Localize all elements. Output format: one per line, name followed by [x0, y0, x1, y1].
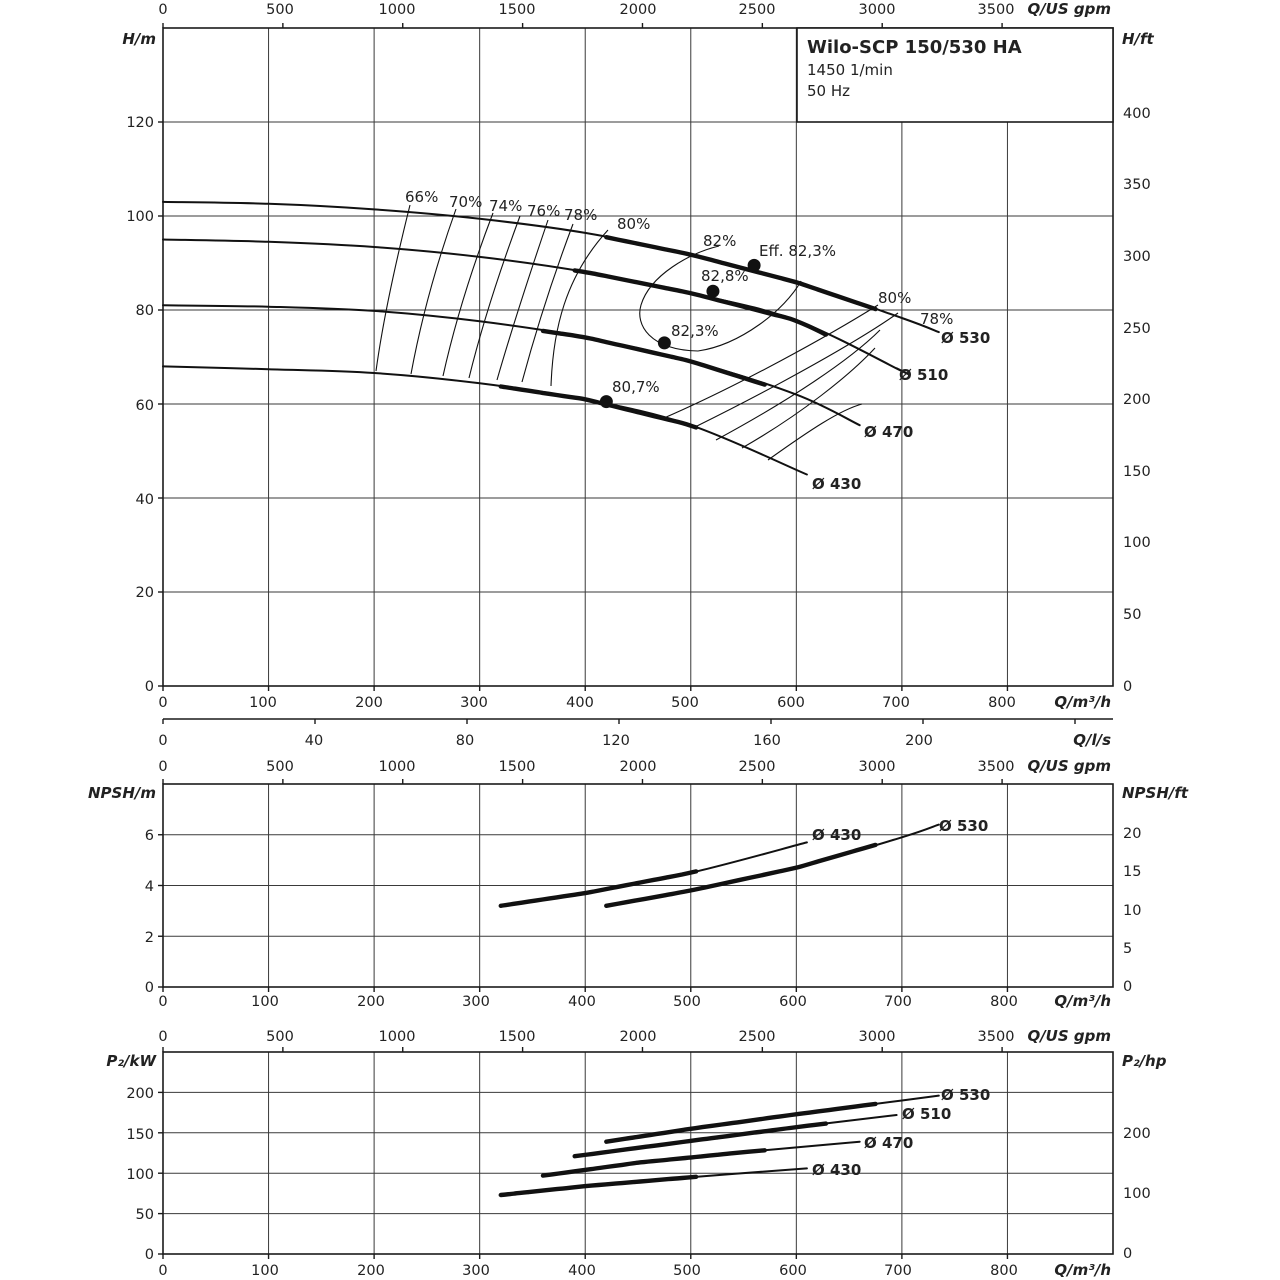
- power-impeller-label-510: Ø 510: [902, 1105, 952, 1123]
- head-y-tick-label: 80: [135, 303, 154, 319]
- npsh-gpm-tick-labels: [158, 759, 1014, 775]
- efficiency-label: 78%: [564, 206, 598, 224]
- npsh-x-tick-label: 800: [990, 994, 1018, 1010]
- power-x-tick-label: 400: [568, 1263, 596, 1279]
- impeller-label-470: Ø 470: [864, 423, 914, 441]
- npsh-top-axis-title: Q/US gpm: [1027, 757, 1111, 775]
- npsh-x-tick-label: 300: [462, 994, 490, 1010]
- head-ft-tick-labels: [1123, 106, 1151, 695]
- efficiency-isoline-76b: [497, 220, 548, 380]
- frequency-label: 50 Hz: [807, 82, 851, 100]
- power-gpm-tick-label: 1500: [498, 1029, 536, 1045]
- npsh-ft-tick-label: 20: [1123, 826, 1142, 842]
- power-gpm-tick-label: 2000: [619, 1029, 657, 1045]
- npsh-impeller-label-430: Ø 430: [812, 826, 862, 844]
- curve-head-3-operating-range: [501, 387, 696, 428]
- head-y2-axis-title: H/ft: [1122, 30, 1154, 48]
- power-top-axis-title: Q/US gpm: [1027, 1027, 1111, 1045]
- bep-point: [658, 336, 671, 349]
- head-x-tick-label: 800: [988, 695, 1016, 711]
- head-panel: [122, 0, 1154, 711]
- power-y-axis-title: P₂/kW: [106, 1052, 156, 1070]
- power-gpm-tick-label: 1000: [378, 1029, 416, 1045]
- head-plot-frame: [163, 28, 1113, 686]
- head-gpm-tick-label: 1500: [498, 2, 536, 18]
- efficiency-label: 66%: [405, 188, 439, 206]
- npsh-ft-tick-label: 10: [1123, 903, 1142, 919]
- power-x-tick-label: 300: [462, 1263, 490, 1279]
- curve-npsh-1-operating-range: [606, 845, 875, 906]
- power-gpm-tick-label: 3500: [977, 1029, 1015, 1045]
- head-x-tick-label: 0: [158, 695, 168, 711]
- efficiency-label: 78%: [920, 310, 954, 328]
- power-y-tick-label: 150: [126, 1127, 154, 1143]
- head-ft-tick-label: 250: [1123, 321, 1151, 337]
- head-ft-tick-label: 0: [1123, 679, 1133, 695]
- curve-head-3: [163, 366, 807, 474]
- impeller-label-510: Ø 510: [899, 366, 949, 384]
- power-impeller-label-530: Ø 530: [941, 1086, 991, 1104]
- curve-power-3-operating-range: [501, 1177, 696, 1195]
- head-top-axis-title: Q/US gpm: [1027, 0, 1111, 18]
- head-ft-tick-label: 50: [1123, 607, 1142, 623]
- npsh-y-tick-labels: [145, 828, 154, 996]
- power-impeller-label-430: Ø 430: [812, 1161, 862, 1179]
- power-hp-tick-label: 0: [1123, 1246, 1133, 1262]
- head-ft-tick-label: 350: [1123, 177, 1151, 193]
- curve-head-2: [163, 305, 860, 425]
- ls-tick-label: 160: [753, 733, 781, 749]
- head-gpm-tick-label: 2500: [738, 2, 776, 18]
- efficiency-label: 80%: [617, 215, 651, 233]
- bep-label: Eff. 82,3%: [759, 242, 836, 260]
- npsh-x-tick-label: 100: [251, 994, 279, 1010]
- speed-label: 1450 1/min: [807, 61, 893, 79]
- npsh-x-axis-title: Q/m³/h: [1054, 992, 1111, 1010]
- efficiency-isoline-74: [443, 213, 493, 376]
- power-y-tick-label: 100: [126, 1167, 154, 1183]
- bep-label: 82,8%: [701, 267, 749, 285]
- ls-tick-label: 0: [158, 733, 168, 749]
- head-x-tick-label: 300: [460, 695, 488, 711]
- head-gpm-tick-label: 3500: [977, 2, 1015, 18]
- head-ft-tick-label: 300: [1123, 249, 1151, 265]
- ls-tick-label: 120: [602, 733, 630, 749]
- npsh-y2-axis-title: NPSH/ft: [1122, 784, 1189, 802]
- power-gpm-tick-labels: [158, 1029, 1014, 1045]
- ls-tick-label: 80: [455, 733, 475, 749]
- npsh-y-tick-label: 2: [144, 930, 154, 946]
- power-gpm-tick-label: 3000: [858, 1029, 896, 1045]
- power-panel: [106, 1027, 1166, 1279]
- power-y-tick-label: 200: [126, 1086, 154, 1102]
- flow-ls-axis: [158, 719, 1113, 749]
- efficiency-label: 74%: [489, 197, 523, 215]
- efficiency-isoline-78-a: [697, 313, 898, 426]
- ls-tick-label: 40: [304, 733, 324, 749]
- power-y-tick-labels: [126, 1086, 154, 1263]
- npsh-gpm-tick-label: 1500: [498, 759, 536, 775]
- npsh-x-tick-label: 400: [568, 994, 596, 1010]
- ls-tick-label: 200: [905, 733, 933, 749]
- npsh-x-tick-labels: [158, 994, 1017, 1010]
- power-y-tick-label: 0: [144, 1247, 154, 1263]
- head-x-tick-labels: [158, 695, 1015, 711]
- bep-point: [748, 259, 761, 272]
- npsh-ft-tick-label: 5: [1123, 941, 1133, 957]
- npsh-gpm-tick-label: 1000: [378, 759, 416, 775]
- power-x-tick-label: 500: [673, 1263, 701, 1279]
- npsh-x-tick-label: 600: [779, 994, 807, 1010]
- head-gpm-tick-label: 2000: [619, 2, 657, 18]
- head-gpm-tick-label: 3000: [858, 2, 896, 18]
- power-plot-frame: [163, 1052, 1113, 1254]
- head-x-tick-label: 400: [566, 695, 594, 711]
- power-gpm-tick-label: 500: [266, 1029, 294, 1045]
- power-hp-tick-label: 100: [1123, 1186, 1151, 1202]
- npsh-panel: [88, 757, 1189, 1010]
- npsh-x-tick-label: 0: [158, 994, 168, 1010]
- head-ft-tick-label: 200: [1123, 392, 1151, 408]
- power-x-tick-labels: [158, 1263, 1017, 1279]
- head-x-tick-label: 100: [249, 695, 277, 711]
- head-y-tick-label: 0: [144, 679, 154, 695]
- power-x-tick-label: 700: [884, 1263, 912, 1279]
- efficiency-label: 76%: [527, 202, 561, 220]
- npsh-gpm-tick-label: 0: [158, 759, 168, 775]
- power-y2-axis-title: P₂/hp: [1122, 1052, 1167, 1070]
- ls-axis-title: Q/l/s: [1073, 731, 1111, 749]
- head-y-tick-label: 40: [135, 492, 154, 508]
- head-gpm-tick-label: 1000: [378, 2, 416, 18]
- power-gpm-tick-label: 2500: [738, 1029, 776, 1045]
- bep-label: 80,7%: [612, 378, 660, 396]
- efficiency-label: 80%: [878, 289, 912, 307]
- npsh-impeller-label-530: Ø 530: [939, 817, 989, 835]
- npsh-gpm-tick-label: 500: [266, 759, 294, 775]
- head-y-tick-label: 60: [135, 398, 154, 414]
- power-x-tick-label: 0: [158, 1263, 168, 1279]
- efficiency-isoline-78: [522, 224, 573, 382]
- npsh-x-tick-label: 700: [884, 994, 912, 1010]
- power-x-tick-label: 100: [251, 1263, 279, 1279]
- npsh-ft-tick-label: 15: [1123, 864, 1142, 880]
- efficiency-isoline-80: [551, 230, 608, 386]
- head-y-tick-label: 20: [135, 585, 154, 601]
- efficiency-isoline-66: [376, 205, 410, 371]
- power-hp-tick-labels: [1123, 1126, 1151, 1262]
- npsh-gpm-tick-label: 3000: [858, 759, 896, 775]
- npsh-y-tick-label: 4: [144, 879, 154, 895]
- head-x-tick-label: 700: [882, 695, 910, 711]
- power-y-tick-label: 50: [135, 1207, 154, 1223]
- head-x-tick-label: 500: [671, 695, 699, 711]
- impeller-label-530: Ø 530: [941, 329, 991, 347]
- npsh-x-tick-label: 500: [673, 994, 701, 1010]
- power-x-axis-title: Q/m³/h: [1054, 1261, 1111, 1279]
- efficiency-isoline-78-d: [768, 404, 862, 460]
- head-x-tick-label: 200: [355, 695, 383, 711]
- power-hp-tick-label: 200: [1123, 1126, 1151, 1142]
- npsh-ft-tick-label: 0: [1123, 979, 1133, 995]
- bep-point: [600, 395, 613, 408]
- npsh-ft-tick-labels: [1123, 826, 1141, 995]
- bep-label: 82,3%: [671, 322, 719, 340]
- npsh-x-tick-label: 200: [357, 994, 385, 1010]
- head-y-tick-labels: [126, 115, 154, 695]
- npsh-y-tick-label: 6: [144, 828, 154, 844]
- curve-npsh-0-operating-range: [501, 871, 696, 905]
- efficiency-label: 82%: [703, 232, 737, 250]
- head-gpm-tick-labels: [158, 2, 1014, 18]
- head-y-tick-label: 100: [126, 209, 154, 225]
- chart-title: Wilo-SCP 150/530 HA: [807, 37, 1022, 58]
- npsh-y-axis-title: NPSH/m: [87, 784, 156, 802]
- efficiency-label: 70%: [449, 193, 483, 211]
- head-ft-tick-label: 400: [1123, 106, 1151, 122]
- head-x-tick-label: 600: [777, 695, 805, 711]
- head-y-axis-title: H/m: [122, 30, 156, 48]
- head-ft-tick-label: 150: [1123, 464, 1151, 480]
- head-impeller-labels: [812, 329, 990, 493]
- power-x-tick-label: 200: [357, 1263, 385, 1279]
- bep-point: [706, 285, 719, 298]
- power-gpm-tick-label: 0: [158, 1029, 168, 1045]
- head-x-axis-title: Q/m³/h: [1054, 693, 1111, 711]
- npsh-gpm-tick-label: 3500: [977, 759, 1015, 775]
- npsh-curves: [501, 825, 939, 906]
- head-ft-tick-label: 100: [1123, 535, 1151, 551]
- head-y-tick-label: 120: [126, 115, 154, 131]
- npsh-gpm-tick-label: 2500: [738, 759, 776, 775]
- power-x-tick-label: 600: [779, 1263, 807, 1279]
- efficiency-isoline-78-c: [742, 348, 875, 448]
- power-x-tick-label: 800: [990, 1263, 1018, 1279]
- curve-npsh-1: [606, 825, 939, 906]
- impeller-label-430: Ø 430: [812, 475, 862, 493]
- efficiency-isoline-76: [469, 216, 520, 378]
- power-impeller-label-470: Ø 470: [864, 1134, 914, 1152]
- head-gpm-tick-label: 500: [266, 2, 294, 18]
- npsh-y-tick-label: 0: [144, 980, 154, 996]
- npsh-gpm-tick-label: 2000: [619, 759, 657, 775]
- head-gpm-tick-label: 0: [158, 2, 168, 18]
